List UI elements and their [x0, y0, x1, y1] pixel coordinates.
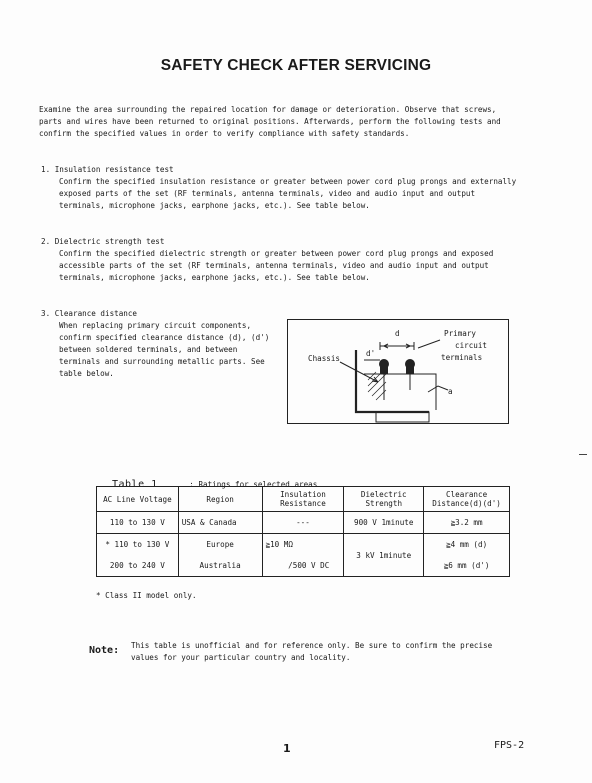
- header-line: Resistance: [280, 499, 326, 508]
- note-label: Note:: [89, 645, 120, 656]
- section-clearance-distance: [41, 308, 291, 380]
- cell-ac: 200 to 240 V: [97, 555, 179, 577]
- cell-clearance: ≧6 mm (d'): [424, 555, 510, 577]
- section-heading: 1. Insulation resistance test: [41, 165, 174, 174]
- section-heading: 2. Dielectric strength test: [41, 237, 165, 246]
- margin-mark: [579, 454, 587, 455]
- base-plate: [376, 412, 429, 422]
- intro-paragraph: [39, 104, 559, 140]
- page-title: SAFETY CHECK AFTER SERVICING: [160, 57, 432, 74]
- table-row: [97, 555, 510, 577]
- section-line: terminals, microphone jacks, earphone jacks, etc.). See table below.: [59, 201, 370, 210]
- section-line: confirm specified clearance distance (d), (d'): [59, 333, 270, 342]
- page-number: 1: [283, 742, 291, 755]
- cell-insulation: /500 V DC: [262, 555, 344, 577]
- terminal-base-left: [380, 367, 388, 374]
- header-line: Strength: [365, 499, 403, 508]
- section-insulation-resistance: [41, 164, 519, 212]
- cell-insulation: ≧10 MΩ: [262, 534, 344, 556]
- section-line: Confirm the specified insulation resistance or greater between power cord plug prongs and externally: [59, 177, 517, 186]
- hatching: [368, 372, 386, 400]
- table-row: [97, 512, 510, 534]
- ratings-table: [96, 486, 510, 577]
- note-line: values for your particular country and locality.: [131, 653, 351, 662]
- primary-leader: [418, 340, 440, 348]
- cell-insulation: ---: [262, 512, 344, 534]
- header-line: Distance(d)(d'): [432, 499, 501, 508]
- chassis-outline: [356, 350, 429, 412]
- chassis-leader: [340, 362, 378, 382]
- section-heading: 3. Clearance distance: [41, 309, 138, 318]
- section-line: between soldered terminals, and between: [59, 345, 238, 354]
- terminal-base-right: [406, 367, 414, 374]
- header-insulation-resistance: [262, 487, 344, 512]
- section-line: terminals and surrounding metallic parts. See: [59, 357, 265, 366]
- header-line: Clearance: [446, 490, 488, 499]
- header-region: Region: [178, 487, 262, 512]
- intro-line: Examine the area surrounding the repaired location for damage or deterioration. Observe that screws,: [39, 105, 497, 114]
- section-body: [41, 248, 519, 284]
- cell-ac: * 110 to 130 V: [97, 534, 179, 556]
- label-d-prime: d': [366, 349, 376, 358]
- label-terminals: terminals: [441, 353, 483, 362]
- cell-clearance: ≧3.2 mm: [424, 512, 510, 534]
- table-title: Table 1: [112, 479, 158, 490]
- header-ac-line-voltage: AC Line Voltage: [97, 487, 179, 512]
- cell-clearance: ≧4 mm (d): [424, 534, 510, 556]
- table-row: [97, 534, 510, 556]
- section-body: [41, 320, 291, 380]
- section-line: terminals, microphone jacks, earphone jacks, etc.). See table below.: [59, 273, 370, 282]
- document-id: FPS-2: [494, 740, 525, 751]
- section-dielectric-strength: [41, 236, 519, 284]
- a-leader: [428, 386, 448, 392]
- section-line: accessible parts of the set (RF terminals, antenna terminals, video and audio input and output: [59, 261, 489, 270]
- intro-line: parts and wires have been returned to original positions. Afterwards, perform the following tests and: [39, 117, 501, 126]
- label-circuit: circuit: [455, 341, 488, 350]
- label-a: a: [448, 387, 453, 396]
- cell-region: Europe: [178, 534, 262, 556]
- label-chassis: Chassis: [308, 354, 341, 363]
- cell-dielectric: 900 V 1minute: [344, 512, 424, 534]
- cell-region: Australia: [178, 555, 262, 577]
- header-line: Insulation: [280, 490, 326, 499]
- label-primary: Primary: [444, 329, 477, 338]
- note-line: This table is unofficial and for reference only. Be sure to confirm the precise: [131, 641, 493, 650]
- section-line: When replacing primary circuit components,: [59, 321, 252, 330]
- note-block: [89, 638, 493, 662]
- section-body: [41, 176, 519, 212]
- table-subtitle: : Ratings for selected areas: [189, 480, 318, 489]
- table-header-row: [97, 487, 510, 512]
- section-line: table below.: [59, 369, 114, 378]
- header-dielectric-strength: [344, 487, 424, 512]
- label-d: d: [395, 329, 400, 338]
- table-footnote: * Class II model only.: [96, 591, 197, 600]
- section-line: exposed parts of the set (RF terminals, antenna terminals, video and audio input and output: [59, 189, 476, 198]
- cell-dielectric: 3 kV 1minute: [344, 534, 424, 577]
- section-line: Confirm the specified dielectric strength or greater between power cord plug prongs and exposed: [59, 249, 494, 258]
- cell-region: USA & Canada: [178, 512, 262, 534]
- clearance-diagram: [287, 319, 509, 424]
- note-text: [131, 640, 541, 664]
- header-line: Dielectric: [360, 490, 407, 499]
- cell-ac: 110 to 130 V: [97, 512, 179, 534]
- intro-line: confirm the specified values in order to verify compliance with safety standards.: [39, 129, 410, 138]
- header-clearance-distance: [424, 487, 510, 512]
